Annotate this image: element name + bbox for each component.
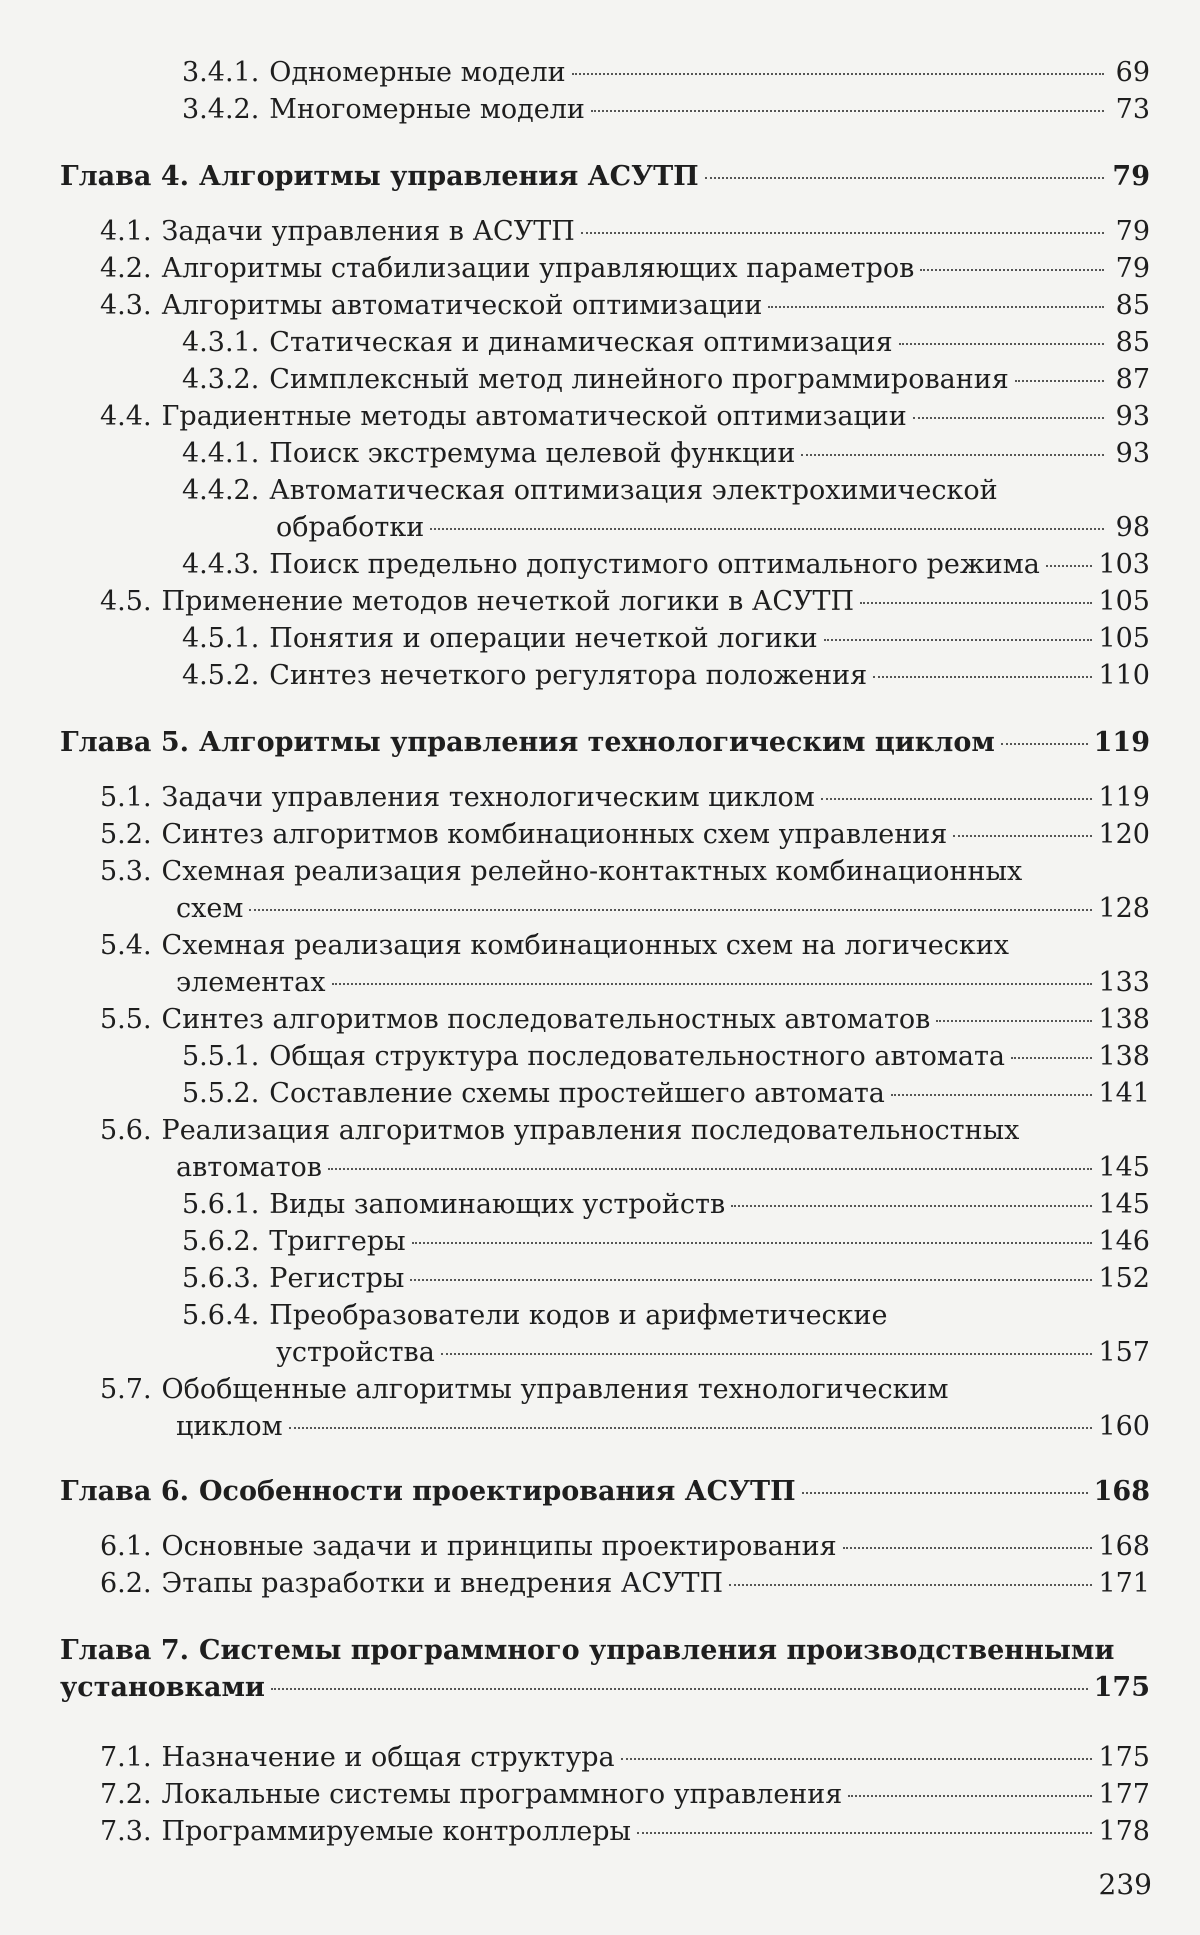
toc-entry bbox=[100, 289, 1150, 323]
toc-entry bbox=[100, 1003, 1150, 1037]
entry-number: 6.2. bbox=[100, 1568, 152, 1599]
dot-leader bbox=[328, 1168, 1092, 1170]
entry-number: 4.4.2. bbox=[182, 475, 260, 506]
chapter-entry bbox=[60, 1475, 1150, 1509]
entry-title: Синтез нечеткого регулятора положения bbox=[269, 660, 868, 691]
entry-page-number: 93 bbox=[1115, 438, 1150, 469]
dot-leader bbox=[953, 835, 1092, 837]
entry-title: Общая структура последовательностного автомата bbox=[269, 1041, 1006, 1072]
entry-number: 5.2. bbox=[100, 819, 152, 850]
entry-number: Глава 4. bbox=[60, 161, 190, 192]
entry-number: 5.1. bbox=[100, 782, 152, 813]
dot-leader bbox=[441, 1353, 1093, 1355]
entry-title: Системы программного управления производственными bbox=[199, 1635, 1115, 1666]
dot-leader bbox=[913, 417, 1104, 419]
entry-number: 4.3.1. bbox=[182, 327, 260, 358]
entry-page-number: 138 bbox=[1098, 1004, 1150, 1035]
entry-number: 4.5.2. bbox=[182, 660, 260, 691]
toc-entry bbox=[182, 1188, 1150, 1222]
toc-entry bbox=[100, 1778, 1150, 1812]
toc-entry-continuation bbox=[276, 1336, 1150, 1370]
entry-title: Локальные системы программного управления bbox=[161, 1779, 843, 1810]
entry-page-number: 79 bbox=[1112, 161, 1150, 192]
entry-page-number: 105 bbox=[1098, 623, 1150, 654]
toc-entry-first-line bbox=[100, 855, 1022, 889]
entry-title: Этапы разработки и внедрения АСУТП bbox=[161, 1568, 724, 1599]
dot-leader bbox=[410, 1279, 1092, 1281]
entry-title: Синтез алгоритмов комбинационных схем управления bbox=[161, 819, 948, 850]
toc-entry-continuation bbox=[276, 511, 1150, 545]
entry-number: 3.4.1. bbox=[182, 57, 260, 88]
entry-number: Глава 7. bbox=[60, 1635, 190, 1666]
entry-title: Одномерные модели bbox=[269, 57, 566, 88]
entry-number: 4.3.2. bbox=[182, 364, 260, 395]
dot-leader bbox=[824, 639, 1093, 641]
toc-entry bbox=[100, 585, 1150, 619]
entry-number: 5.6.1. bbox=[182, 1189, 260, 1220]
entry-page-number: 85 bbox=[1115, 290, 1150, 321]
entry-page-number: 171 bbox=[1098, 1568, 1150, 1599]
toc-entry bbox=[100, 781, 1150, 815]
entry-page-number: 157 bbox=[1098, 1337, 1150, 1368]
entry-number: 4.3. bbox=[100, 290, 152, 321]
entry-number: 4.5.1. bbox=[182, 623, 260, 654]
entry-page-number: 146 bbox=[1098, 1226, 1150, 1257]
toc-entry bbox=[100, 1567, 1150, 1601]
entry-title: Многомерные модели bbox=[269, 94, 585, 125]
entry-page-number: 145 bbox=[1098, 1152, 1150, 1183]
toc-entry-continuation bbox=[60, 1671, 1150, 1705]
entry-title: Понятия и операции нечеткой логики bbox=[269, 623, 818, 654]
entry-number: 5.3. bbox=[100, 856, 152, 887]
entry-number: 4.1. bbox=[100, 216, 152, 247]
entry-title: Триггеры bbox=[269, 1226, 406, 1257]
entry-title: Алгоритмы управления технологическим циклом bbox=[199, 727, 995, 758]
entry-title: Применение методов нечеткой логики в АСУТП bbox=[161, 586, 855, 617]
dot-leader bbox=[873, 676, 1092, 678]
entry-page-number: 98 bbox=[1115, 512, 1150, 543]
entry-title: Регистры bbox=[269, 1263, 405, 1294]
toc-entry bbox=[182, 1262, 1150, 1296]
entry-number: 7.1. bbox=[100, 1742, 152, 1773]
dot-leader bbox=[1015, 380, 1104, 382]
entry-number: 5.6.4. bbox=[182, 1300, 260, 1331]
toc-entry bbox=[182, 1040, 1150, 1074]
dot-leader bbox=[591, 110, 1104, 112]
entry-title-continuation: автоматов bbox=[176, 1152, 322, 1183]
entry-number: 7.2. bbox=[100, 1779, 152, 1810]
dot-leader bbox=[1046, 565, 1093, 567]
dot-leader bbox=[637, 1832, 1092, 1834]
entry-page-number: 120 bbox=[1098, 819, 1150, 850]
entry-number: Глава 6. bbox=[60, 1476, 190, 1507]
entry-title: Составление схемы простейшего автомата bbox=[269, 1078, 885, 1109]
entry-number: 3.4.2. bbox=[182, 94, 260, 125]
entry-page-number: 175 bbox=[1093, 1672, 1150, 1703]
toc-entry bbox=[182, 363, 1150, 397]
dot-leader bbox=[936, 1020, 1092, 1022]
entry-page-number: 93 bbox=[1115, 401, 1150, 432]
entry-title: Схемная реализация релейно-контактных комбинационных bbox=[161, 856, 1023, 887]
entry-title: Алгоритмы стабилизации управляющих параметров bbox=[161, 253, 915, 284]
entry-title: Программируемые контроллеры bbox=[161, 1816, 631, 1847]
entry-title: Алгоритмы автоматической оптимизации bbox=[161, 290, 763, 321]
entry-title-continuation: установками bbox=[60, 1672, 265, 1703]
entry-title: Реализация алгоритмов управления последовательностных bbox=[161, 1115, 1020, 1146]
entry-title: Автоматическая оптимизация электрохимической bbox=[269, 475, 998, 506]
toc-entry bbox=[100, 1741, 1150, 1775]
entry-number: 4.4.3. bbox=[182, 549, 260, 580]
toc-entry-continuation bbox=[176, 1151, 1150, 1185]
entry-title: Особенности проектирования АСУТП bbox=[199, 1476, 796, 1507]
dot-leader bbox=[899, 343, 1104, 345]
entry-number: 5.5.2. bbox=[182, 1078, 260, 1109]
dot-leader bbox=[891, 1094, 1093, 1096]
entry-page-number: 103 bbox=[1098, 549, 1150, 580]
dot-leader bbox=[821, 798, 1093, 800]
toc-entry bbox=[100, 215, 1150, 249]
entry-title: Виды запоминающих устройств bbox=[269, 1189, 726, 1220]
entry-title: Градиентные методы автоматической оптимизации bbox=[161, 401, 907, 432]
entry-page-number: 79 bbox=[1115, 216, 1150, 247]
dot-leader bbox=[581, 232, 1104, 234]
toc-entry bbox=[100, 1815, 1150, 1849]
entry-page-number: 177 bbox=[1098, 1779, 1150, 1810]
toc-entry bbox=[100, 1530, 1150, 1564]
chapter-entry bbox=[60, 726, 1150, 760]
entry-title: Назначение и общая структура bbox=[161, 1742, 615, 1773]
entry-page-number: 168 bbox=[1098, 1531, 1150, 1562]
entry-number: 5.6.3. bbox=[182, 1263, 260, 1294]
toc-entry-first-line bbox=[182, 474, 998, 508]
dot-leader bbox=[1001, 743, 1088, 745]
entry-number: 5.6.2. bbox=[182, 1226, 260, 1257]
entry-number: 5.4. bbox=[100, 930, 152, 961]
entry-number: 5.7. bbox=[100, 1374, 152, 1405]
dot-leader bbox=[731, 1205, 1092, 1207]
entry-title: Алгоритмы управления АСУТП bbox=[199, 161, 699, 192]
dot-leader bbox=[1011, 1057, 1092, 1059]
toc-entry bbox=[182, 1225, 1150, 1259]
toc-entry-continuation bbox=[176, 1410, 1150, 1444]
toc-entry bbox=[182, 326, 1150, 360]
entry-title: Схемная реализация комбинационных схем на логических bbox=[161, 930, 1009, 961]
dot-leader bbox=[249, 909, 1092, 911]
entry-page-number: 138 bbox=[1098, 1041, 1150, 1072]
toc-entry bbox=[182, 1077, 1150, 1111]
toc-entry-first-line bbox=[100, 929, 1009, 963]
chapter-entry bbox=[60, 160, 1150, 194]
toc-entry bbox=[100, 818, 1150, 852]
entry-page-number: 141 bbox=[1098, 1078, 1150, 1109]
entry-number: 5.5. bbox=[100, 1004, 152, 1035]
entry-number: 6.1. bbox=[100, 1531, 152, 1562]
entry-title-continuation: элементах bbox=[176, 967, 326, 998]
entry-page-number: 168 bbox=[1093, 1476, 1150, 1507]
dot-leader bbox=[430, 528, 1104, 530]
entry-number: Глава 5. bbox=[60, 727, 190, 758]
entry-page-number: 119 bbox=[1098, 782, 1150, 813]
entry-page-number: 105 bbox=[1098, 586, 1150, 617]
dot-leader bbox=[920, 269, 1104, 271]
entry-number: 4.2. bbox=[100, 253, 152, 284]
dot-leader bbox=[705, 177, 1104, 179]
dot-leader bbox=[289, 1427, 1093, 1429]
entry-title-continuation: устройства bbox=[276, 1337, 435, 1368]
toc-entry bbox=[182, 437, 1150, 471]
entry-title: Симплексный метод линейного программирования bbox=[269, 364, 1009, 395]
toc-entry-first-line bbox=[182, 1299, 888, 1333]
dot-leader bbox=[801, 454, 1104, 456]
dot-leader bbox=[621, 1758, 1093, 1760]
dot-leader bbox=[860, 602, 1092, 604]
toc-entry-continuation bbox=[176, 966, 1150, 1000]
entry-page-number: 87 bbox=[1115, 364, 1150, 395]
dot-leader bbox=[848, 1795, 1092, 1797]
toc-entry bbox=[100, 400, 1150, 434]
entry-title-continuation: циклом bbox=[176, 1411, 283, 1442]
entry-number: 4.4.1. bbox=[182, 438, 260, 469]
dot-leader bbox=[271, 1688, 1088, 1690]
toc-entry bbox=[182, 56, 1150, 90]
dot-leader bbox=[332, 983, 1093, 985]
dot-leader bbox=[843, 1547, 1093, 1549]
entry-number: 4.5. bbox=[100, 586, 152, 617]
entry-title: Статическая и динамическая оптимизация bbox=[269, 327, 893, 358]
toc-entry bbox=[182, 622, 1150, 656]
toc-entry-first-line bbox=[100, 1114, 1019, 1148]
entry-number: 7.3. bbox=[100, 1816, 152, 1847]
entry-title: Поиск предельно допустимого оптимального режима bbox=[269, 549, 1040, 580]
entry-page-number: 178 bbox=[1098, 1816, 1150, 1847]
entry-title: Поиск экстремума целевой функции bbox=[269, 438, 796, 469]
dot-leader bbox=[572, 73, 1104, 75]
entry-number: 5.6. bbox=[100, 1115, 152, 1146]
entry-page-number: 110 bbox=[1098, 660, 1150, 691]
entry-page-number: 133 bbox=[1098, 967, 1150, 998]
entry-title: Основные задачи и принципы проектирования bbox=[161, 1531, 837, 1562]
entry-title: Обобщенные алгоритмы управления технологическим bbox=[161, 1374, 949, 1405]
entry-page-number: 69 bbox=[1115, 57, 1150, 88]
entry-page-number: 119 bbox=[1093, 727, 1150, 758]
toc-entry-first-line bbox=[60, 1634, 1114, 1668]
entry-page-number: 152 bbox=[1098, 1263, 1150, 1294]
entry-page-number: 79 bbox=[1115, 253, 1150, 284]
entry-page-number: 73 bbox=[1115, 94, 1150, 125]
entry-title: Задачи управления в АСУТП bbox=[161, 216, 575, 247]
entry-page-number: 175 bbox=[1098, 1742, 1150, 1773]
entry-title: Синтез алгоритмов последовательностных автоматов bbox=[161, 1004, 931, 1035]
toc-entry bbox=[182, 93, 1150, 127]
dot-leader bbox=[729, 1584, 1092, 1586]
toc-entry-first-line bbox=[100, 1373, 948, 1407]
entry-page-number: 128 bbox=[1098, 893, 1150, 924]
toc-entry bbox=[182, 548, 1150, 582]
toc-entry bbox=[182, 659, 1150, 693]
toc-entry bbox=[100, 252, 1150, 286]
entry-number: 4.4. bbox=[100, 401, 152, 432]
entry-page-number: 145 bbox=[1098, 1189, 1150, 1220]
page-number: 239 bbox=[1098, 1868, 1152, 1901]
entry-page-number: 85 bbox=[1115, 327, 1150, 358]
entry-title: Преобразователи кодов и арифметические bbox=[269, 1300, 888, 1331]
dot-leader bbox=[768, 306, 1104, 308]
entry-number: 5.5.1. bbox=[182, 1041, 260, 1072]
dot-leader bbox=[802, 1492, 1088, 1494]
dot-leader bbox=[412, 1242, 1093, 1244]
toc-entry-continuation bbox=[176, 892, 1150, 926]
entry-title: Задачи управления технологическим циклом bbox=[161, 782, 815, 813]
entry-page-number: 160 bbox=[1098, 1411, 1150, 1442]
entry-title-continuation: схем bbox=[176, 893, 244, 924]
entry-title-continuation: обработки bbox=[276, 512, 425, 543]
